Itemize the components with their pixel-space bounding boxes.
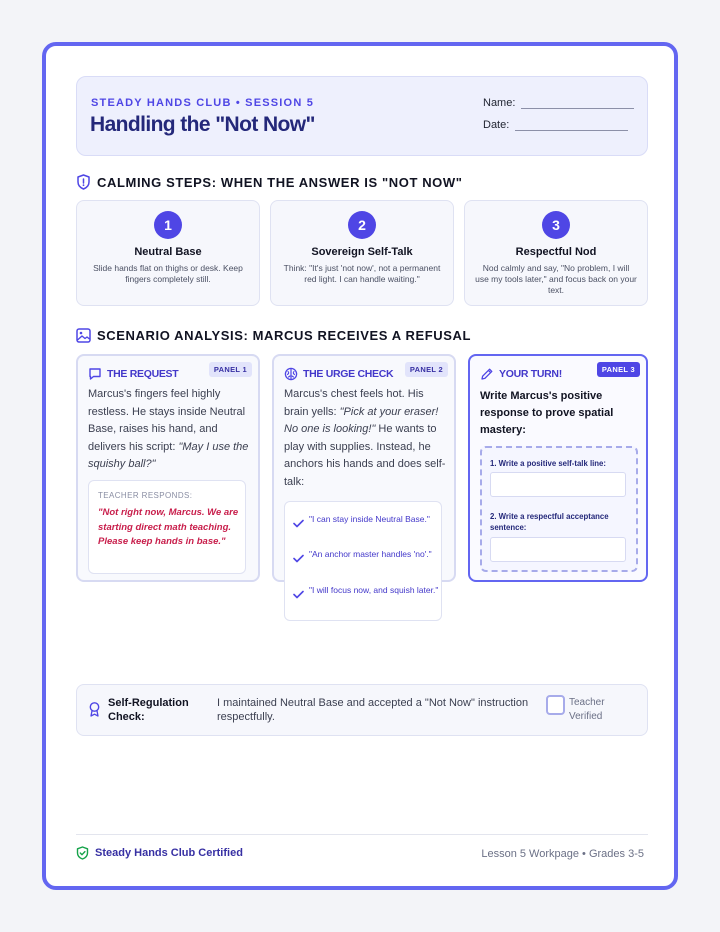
date-line[interactable] <box>515 121 628 131</box>
step-card-2 <box>270 200 454 306</box>
self-regulation-title: Self-Regulation Check: <box>108 697 189 723</box>
checkmark-icon <box>293 590 304 599</box>
teacher-response-card <box>88 480 246 574</box>
panel-badge: PANEL 1 <box>209 362 252 377</box>
panel-title: THE REQUEST <box>88 367 178 381</box>
step-number: 1 <box>154 211 182 239</box>
checkmark-icon <box>293 554 304 563</box>
your-turn-prompt: Write Marcus's positive response to prove spatial mastery: <box>480 390 614 436</box>
name-label: Name: <box>483 97 516 109</box>
acceptance-answer-field[interactable] <box>490 537 626 562</box>
self-regulation-statement: I maintained Neutral Base and accepted a "Not Now" instruction respectfully. <box>217 697 529 723</box>
name-line[interactable] <box>521 99 634 109</box>
checklist-item: "I can stay inside Neutral Base." <box>293 512 439 533</box>
panel-title: THE URGE CHECK <box>284 367 393 381</box>
calming-steps-heading: CALMING STEPS: WHEN THE ANSWER IS "NOT NOW" <box>76 174 463 190</box>
panel-badge: PANEL 3 <box>597 362 640 377</box>
question-2: 2. Write a respectful acceptance sentence: <box>490 512 609 532</box>
checklist-item: "I will focus now, and squish later." <box>293 583 439 604</box>
panel-title: YOUR TURN! <box>480 367 562 381</box>
step-description: Slide hands flat on thighs or desk. Keep fingers completely still. <box>93 263 243 284</box>
checklist-item: "An anchor master handles 'no'." <box>293 547 439 568</box>
pencil-icon <box>480 367 494 381</box>
step-number: 3 <box>542 211 570 239</box>
self-regulation-check <box>76 684 648 736</box>
step-number: 2 <box>348 211 376 239</box>
footer-divider <box>76 834 648 835</box>
shield-check-icon <box>76 846 89 860</box>
checkmark-icon <box>293 519 304 528</box>
teacher-label: TEACHER RESPONDS: <box>98 491 193 500</box>
panel-the-request <box>76 354 260 582</box>
worksheet-page <box>42 42 678 890</box>
teacher-verified-label: Teacher Verified <box>569 697 605 722</box>
teacher-verified-checkbox[interactable] <box>546 695 565 715</box>
step-title: Respectful Nod <box>515 246 597 258</box>
step-description: Nod calmly and say, "No problem, I will use my tools later," and focus back on your text. <box>475 263 637 295</box>
question-1: 1. Write a positive self-talk line: <box>490 459 606 468</box>
panel-text: Marcus's fingers feel highly restless. He stays inside Neutral Base, raises his hand, and delivers his script: "May I use the squishy ball?" <box>88 388 249 470</box>
panel-text: Marcus's chest feels hot. His brain yells: "Pick at your eraser! No one is looking!" He wants to play with supplies. Instead, he anchors his hands and does self-talk: <box>284 388 446 488</box>
step-card-1 <box>76 200 260 306</box>
step-description: Think: "It's just 'not now', not a permanent red light. I can handle waiting." <box>283 263 441 284</box>
footer-lesson-info: Lesson 5 Workpage • Grades 3-5 <box>481 848 644 860</box>
scenario-heading: SCENARIO ANALYSIS: MARCUS RECEIVES A REFUSAL <box>76 328 471 343</box>
session-eyebrow: STEADY HANDS CLUB • SESSION 5 <box>91 97 315 109</box>
award-icon <box>88 701 101 717</box>
step-title: Neutral Base <box>134 246 202 258</box>
step-title: Sovereign Self-Talk <box>311 246 413 258</box>
image-icon <box>76 328 91 343</box>
footer-certified: Steady Hands Club Certified <box>76 846 243 860</box>
date-field[interactable] <box>483 119 628 131</box>
date-label: Date: <box>483 119 510 131</box>
self-talk-checklist <box>284 501 442 621</box>
panel-badge: PANEL 2 <box>405 362 448 377</box>
step-card-3 <box>464 200 648 306</box>
brain-icon <box>284 367 298 381</box>
chat-bubble-icon <box>88 367 102 381</box>
page-title: Handling the "Not Now" <box>90 113 315 136</box>
self-talk-answer-field[interactable] <box>490 472 626 497</box>
answer-area <box>480 446 638 572</box>
name-field[interactable] <box>483 97 634 109</box>
header-card <box>76 76 648 156</box>
shield-icon <box>76 174 91 190</box>
panel-your-turn <box>468 354 648 582</box>
teacher-quote: "Not right now, Marcus. We are starting direct math teaching. Please keep hands in base." <box>98 507 239 547</box>
